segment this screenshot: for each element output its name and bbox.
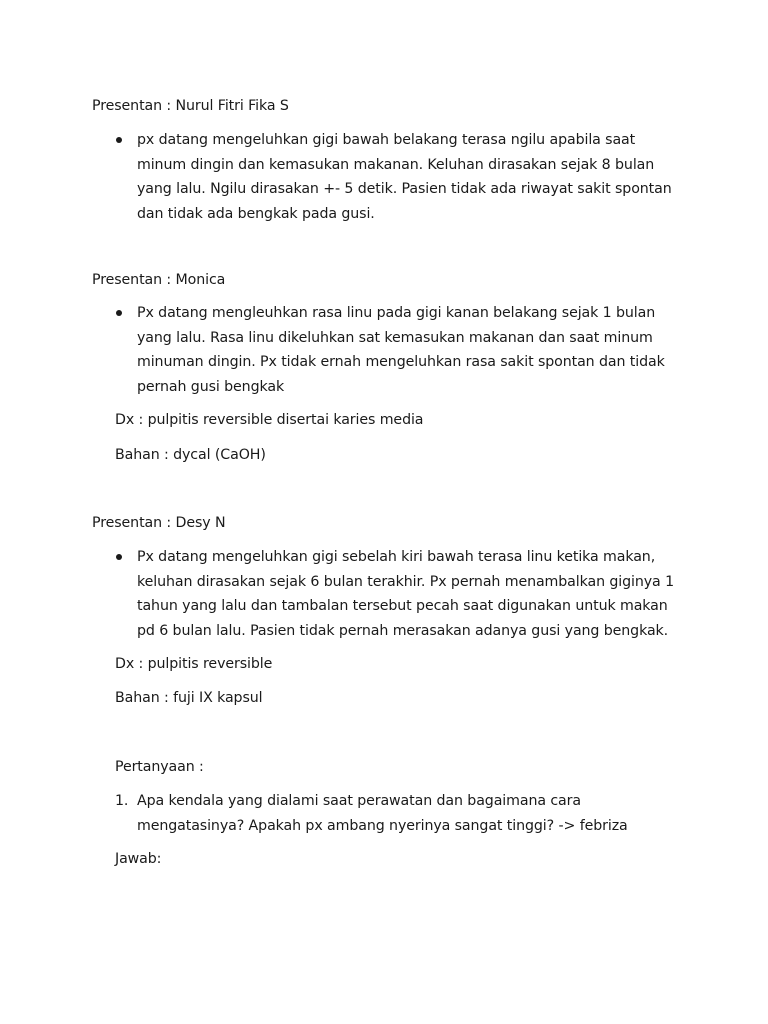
question-line: Apa kendala yang dialami saat perawatan dan bagaimana cara: [137, 793, 581, 809]
presenter-label: Presentan : Nurul Fitri Fika S: [92, 98, 289, 114]
complaint-line: yang lalu. Ngilu dirasakan +- 5 detik. Pasien tidak ada riwayat sakit spontan: [137, 181, 672, 197]
question-number: 1.: [115, 793, 129, 809]
question-line: mengatasinya? Apakah px ambang nyerinya sangat tinggi? -> febriza: [137, 817, 628, 834]
presenter-label: Presentan : Desy N: [92, 515, 226, 531]
answer-label: Jawab:: [115, 851, 162, 867]
complaint-line: minum dingin dan kemasukan makanan. Keluhan dirasakan sejak 8 bulan: [137, 156, 655, 173]
complaint-line: keluhan dirasakan sejak 6 bulan terakhir. Px pernah menambalkan giginya 1: [137, 573, 674, 590]
bullet-point: [116, 137, 122, 143]
questions-heading: Pertanyaan :: [115, 759, 204, 775]
bullet-point: [116, 310, 122, 316]
complaint-line: dan tidak ada bengkak pada gusi.: [137, 205, 375, 222]
question-text: [137, 789, 697, 838]
complaint-line: Px datang mengleuhkan rasa linu pada gigi kanan belakang sejak 1 bulan: [137, 305, 656, 321]
material-text: Bahan : fuji IX kapsul: [115, 690, 263, 706]
diagnosis-text: Dx : pulpitis reversible disertai karies media: [115, 412, 424, 428]
complaint-paragraph: [137, 128, 697, 226]
complaint-line: pernah gusi bengkak: [137, 378, 285, 395]
complaint-line: minuman dingin. Px tidak ernah mengeluhkan rasa sakit spontan dan tidak: [137, 354, 665, 370]
complaint-paragraph: [137, 545, 697, 643]
bullet-point: [116, 554, 122, 560]
complaint-line: Px datang mengeluhkan gigi sebelah kiri bawah terasa linu ketika makan,: [137, 549, 656, 565]
material-text: Bahan : dycal (CaOH): [115, 447, 266, 463]
diagnosis-text: Dx : pulpitis reversible: [115, 656, 273, 672]
complaint-line: pd 6 bulan lalu. Pasien tidak pernah merasakan adanya gusi yang bengkak.: [137, 622, 669, 639]
complaint-paragraph: [137, 301, 697, 399]
complaint-line: yang lalu. Rasa linu dikeluhkan sat kemasukan makanan dan saat minum: [137, 329, 653, 346]
presenter-label: Presentan : Monica: [92, 272, 226, 288]
complaint-line: tahun yang lalu dan tambalan tersebut pecah saat digunakan untuk makan: [137, 598, 668, 614]
complaint-line: px datang mengeluhkan gigi bawah belakang terasa ngilu apabila saat: [137, 132, 636, 148]
